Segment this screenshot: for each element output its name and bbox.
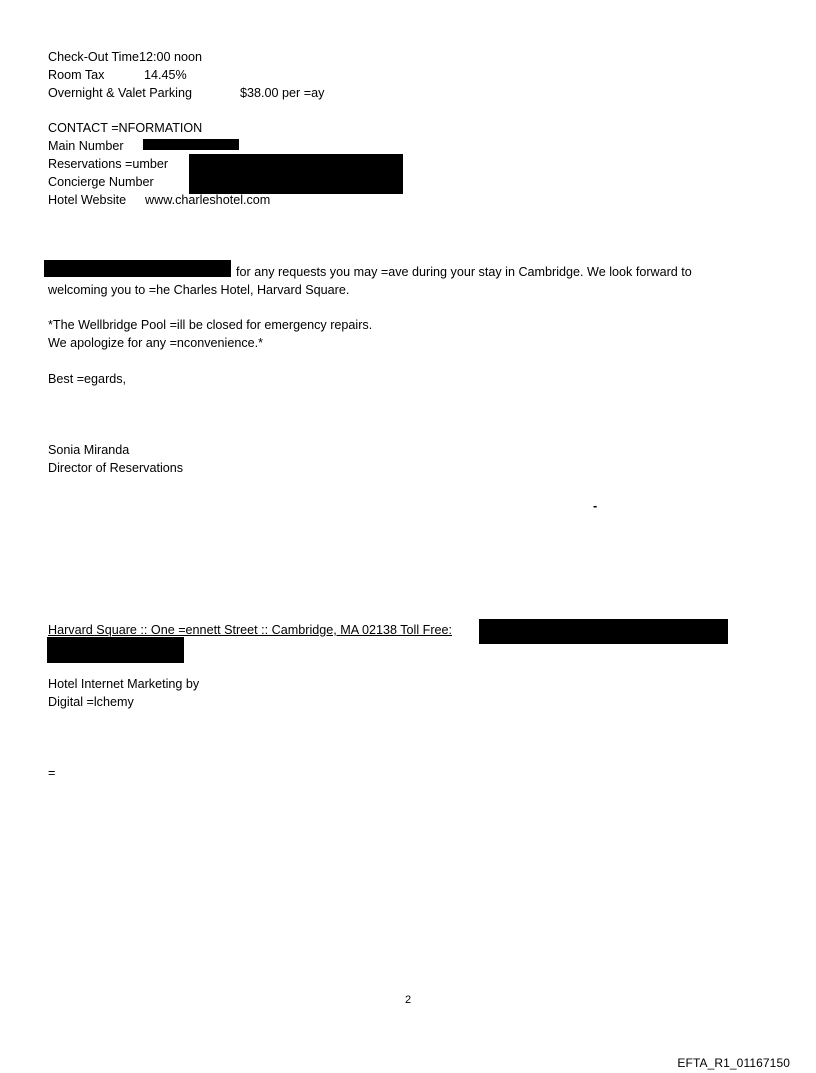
closing: Best =egards, [48, 372, 127, 386]
website-label: Hotel Website [48, 193, 127, 207]
body-line-2: welcoming you to =he Charles Hotel, Harvard Square. [48, 283, 350, 297]
room-tax-label: Room Tax [48, 68, 105, 82]
redaction-phone-numbers [189, 154, 403, 194]
bates-number: EFTA_R1_01167150 [677, 1056, 790, 1070]
signature-title: Director of Reservations [48, 461, 184, 475]
contact-heading: CONTACT =NFORMATION [48, 121, 203, 135]
room-tax-line [48, 67, 187, 83]
pool-notice-line-2: We apologize for any =nconvenience.* [48, 336, 264, 350]
checkout-label: Check-Out Time [48, 50, 139, 64]
redaction-toll-free [479, 619, 728, 644]
equals-mark: = [48, 766, 56, 780]
redaction-footer-continued [47, 637, 184, 663]
concierge-number-label: Concierge Number [48, 175, 154, 189]
marketing-line-1: Hotel Internet Marketing by [48, 677, 200, 691]
parking-line [48, 85, 325, 101]
checkout-line [48, 49, 202, 65]
checkout-value: 12:00 noon [138, 50, 203, 64]
signature-name: Sonia Miranda [48, 443, 130, 457]
stray-mark: - [593, 499, 598, 513]
parking-value: $38.00 per =ay [240, 86, 325, 100]
footer-address: Harvard Square :: One =ennett Street :: Cambridge, MA 02138 Toll Free: [48, 623, 453, 637]
page-number: 2 [404, 994, 412, 1006]
website-line [48, 192, 271, 208]
parking-label: Overnight & Valet Parking [48, 86, 192, 100]
redaction-main-number [143, 139, 239, 150]
pool-notice-line-1: *The Wellbridge Pool =ill be closed for emergency repairs. [48, 318, 373, 332]
room-tax-value: 14.45% [144, 68, 187, 82]
reservations-number-label: Reservations =umber [48, 157, 169, 171]
marketing-line-2: Digital =lchemy [48, 695, 134, 709]
website-link[interactable]: www.charleshotel.com [145, 193, 271, 207]
body-line-1: for any requests you may =ave during your stay in Cambridge. We look forward to [236, 265, 692, 279]
main-number-label: Main Number [48, 139, 124, 153]
redaction-body-start [44, 260, 231, 277]
